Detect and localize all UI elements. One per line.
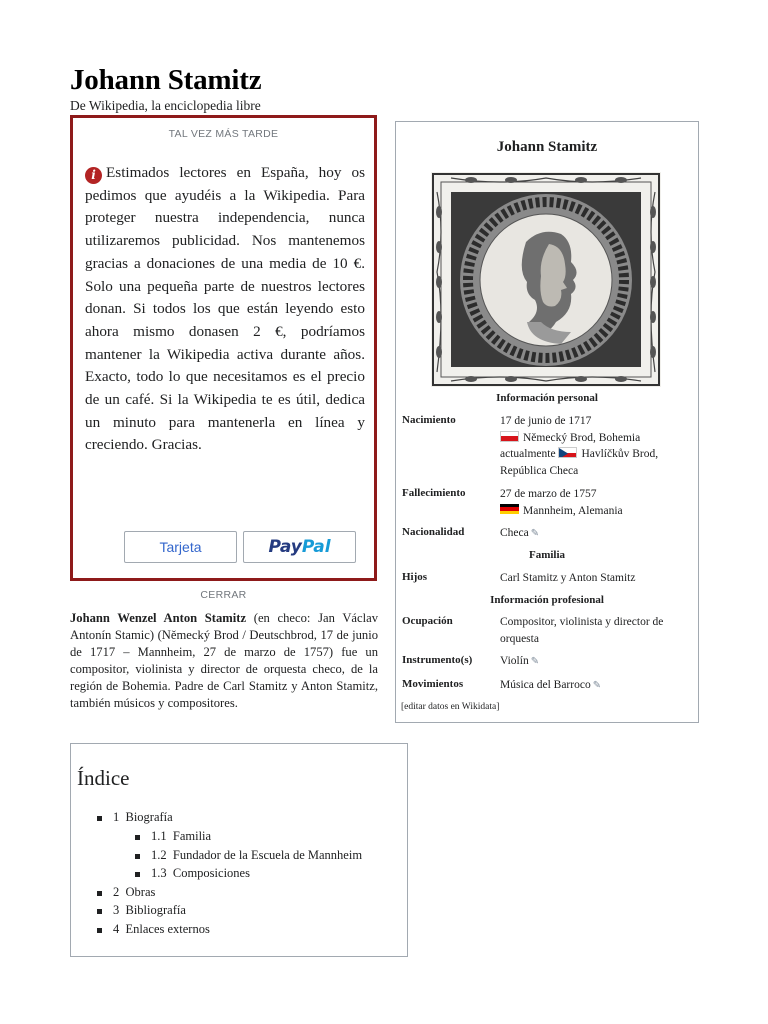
movimientos-value — [500, 677, 692, 695]
nacimiento-place3[interactable]: República Checa — [500, 464, 579, 477]
bullet-icon — [97, 891, 102, 896]
nacimiento-place1[interactable]: Německý Brod, Bohemia — [523, 431, 641, 444]
czech-flag-icon — [558, 447, 577, 458]
bullet-icon — [97, 909, 102, 914]
portrait-engraving[interactable] — [431, 172, 661, 387]
paypal-donate-button[interactable] — [243, 531, 356, 563]
donation-banner — [70, 115, 377, 581]
toc-item-fundador[interactable]: 1.2 Fundador de la Escuela de Mannheim — [135, 848, 362, 863]
nacionalidad-text[interactable]: Checa — [500, 527, 529, 539]
nacionalidad-value — [500, 525, 692, 543]
infobox-section-familia: Familia — [528, 549, 566, 561]
germany-flag-icon — [500, 504, 519, 515]
toc-item-biografia[interactable]: 1 Biografía — [97, 810, 173, 825]
nacionalidad-label: Nacionalidad — [402, 526, 465, 538]
toc-item-enlaces[interactable]: 4 Enlaces externos — [97, 922, 210, 937]
nacimiento-value — [500, 413, 692, 479]
nacimiento-label: Nacimiento — [402, 414, 456, 426]
fallecimiento-label: Fallecimiento — [402, 487, 466, 499]
nacimiento-date: 17 de junio de 1717 — [500, 415, 592, 427]
banner-message — [85, 162, 365, 457]
ocupacion-label: Ocupación — [402, 615, 453, 627]
hijos-label: Hijos — [402, 571, 428, 583]
bullet-icon — [135, 835, 140, 840]
nacimiento-place2[interactable]: Havlíčkův Brod, — [581, 448, 659, 460]
info-icon: i — [85, 167, 102, 184]
instrumento-text[interactable]: Violín — [500, 655, 529, 667]
toc-item-composiciones[interactable]: 1.3 Composiciones — [135, 866, 250, 881]
page-subtitle: De Wikipedia, la enciclopedia libre — [70, 98, 261, 113]
maybe-later-link[interactable]: TAL VEZ MÁS TARDE — [168, 128, 279, 140]
toc-item-obras[interactable]: 2 Obras — [97, 885, 155, 900]
bullet-icon — [135, 854, 140, 859]
bohemia-flag-icon — [500, 431, 519, 442]
fallecimiento-value — [500, 486, 692, 519]
infobox-title: Johann Stamitz — [496, 139, 598, 155]
intro-paragraph — [70, 610, 378, 712]
paypal-logo-part2: Pal — [301, 537, 331, 557]
fallecimiento-date: 27 de marzo de 1757 — [500, 488, 597, 500]
fallecimiento-place[interactable]: Mannheim, Alemania — [523, 504, 623, 517]
paypal-logo-part1: Pay — [268, 537, 302, 557]
page-title: Johann Stamitz — [70, 64, 262, 96]
intro-text: (en checo: Jan Václav Antonín Stamic) (Německý Brod / Deutschbrod, 17 de junio de 1717 – Mannheim, 27 de marzo de 1757) fue un compositor, violinista y director de orquesta checo, de la región de Bohemia. Padre de Carl Stamitz y Anton Stamitz, también músicos y compositores. — [70, 611, 378, 710]
close-banner-link[interactable]: CERRAR — [200, 589, 247, 601]
bullet-icon — [97, 928, 102, 933]
banner-message-text: Estimados lectores en España, hoy os pedimos que ayudéis a la Wikipedia. Para proteger nuestra independencia, nunca utilizaremos publicidad. Nos mantenemos gracias a donaciones de una media de 10 €. Solo una pequeña parte de nuestros lectores donan. Si todos los que están leyendo esto ahora mismo donasen 2 €, podríamos mantener la Wikipedia activa durante años. Exacto, todo lo que necesitamos es el precio de un café. Si la Wikipedia te es útil, dedica un minuto para mantenerla en línea y creciendo. Gracias. — [85, 164, 365, 454]
infobox-section-profesional: Información profesional — [490, 594, 604, 606]
bullet-icon — [135, 872, 140, 877]
nacimiento-actual: actualmente — [500, 448, 556, 460]
edit-pencil-icon[interactable]: ✎ — [592, 680, 602, 691]
instrumento-value — [500, 653, 692, 671]
toc-item-bibliografia[interactable]: 3 Bibliografía — [97, 903, 186, 918]
hijos-value[interactable]: Carl Stamitz y Anton Stamitz — [500, 572, 636, 584]
instrumento-label: Instrumento(s) — [402, 654, 473, 666]
infobox-section-personal: Información personal — [496, 392, 598, 404]
ocupacion-value[interactable]: Compositor, violinista y director de orquesta — [500, 616, 664, 645]
intro-name: Johann Wenzel Anton Stamitz — [70, 611, 247, 625]
edit-pencil-icon[interactable]: ✎ — [530, 528, 540, 539]
infobox — [395, 121, 699, 723]
table-of-contents — [70, 743, 408, 957]
movimientos-text[interactable]: Música del Barroco — [500, 679, 591, 691]
toc-item-familia[interactable]: 1.1 Familia — [135, 829, 211, 844]
edit-wikidata-link[interactable]: [editar datos en Wikidata] — [401, 702, 500, 712]
toc-title: Índice — [77, 766, 130, 790]
bullet-icon — [97, 816, 102, 821]
card-donate-button[interactable]: Tarjeta — [124, 531, 237, 563]
edit-pencil-icon[interactable]: ✎ — [530, 656, 540, 667]
movimientos-label: Movimientos — [402, 678, 464, 690]
